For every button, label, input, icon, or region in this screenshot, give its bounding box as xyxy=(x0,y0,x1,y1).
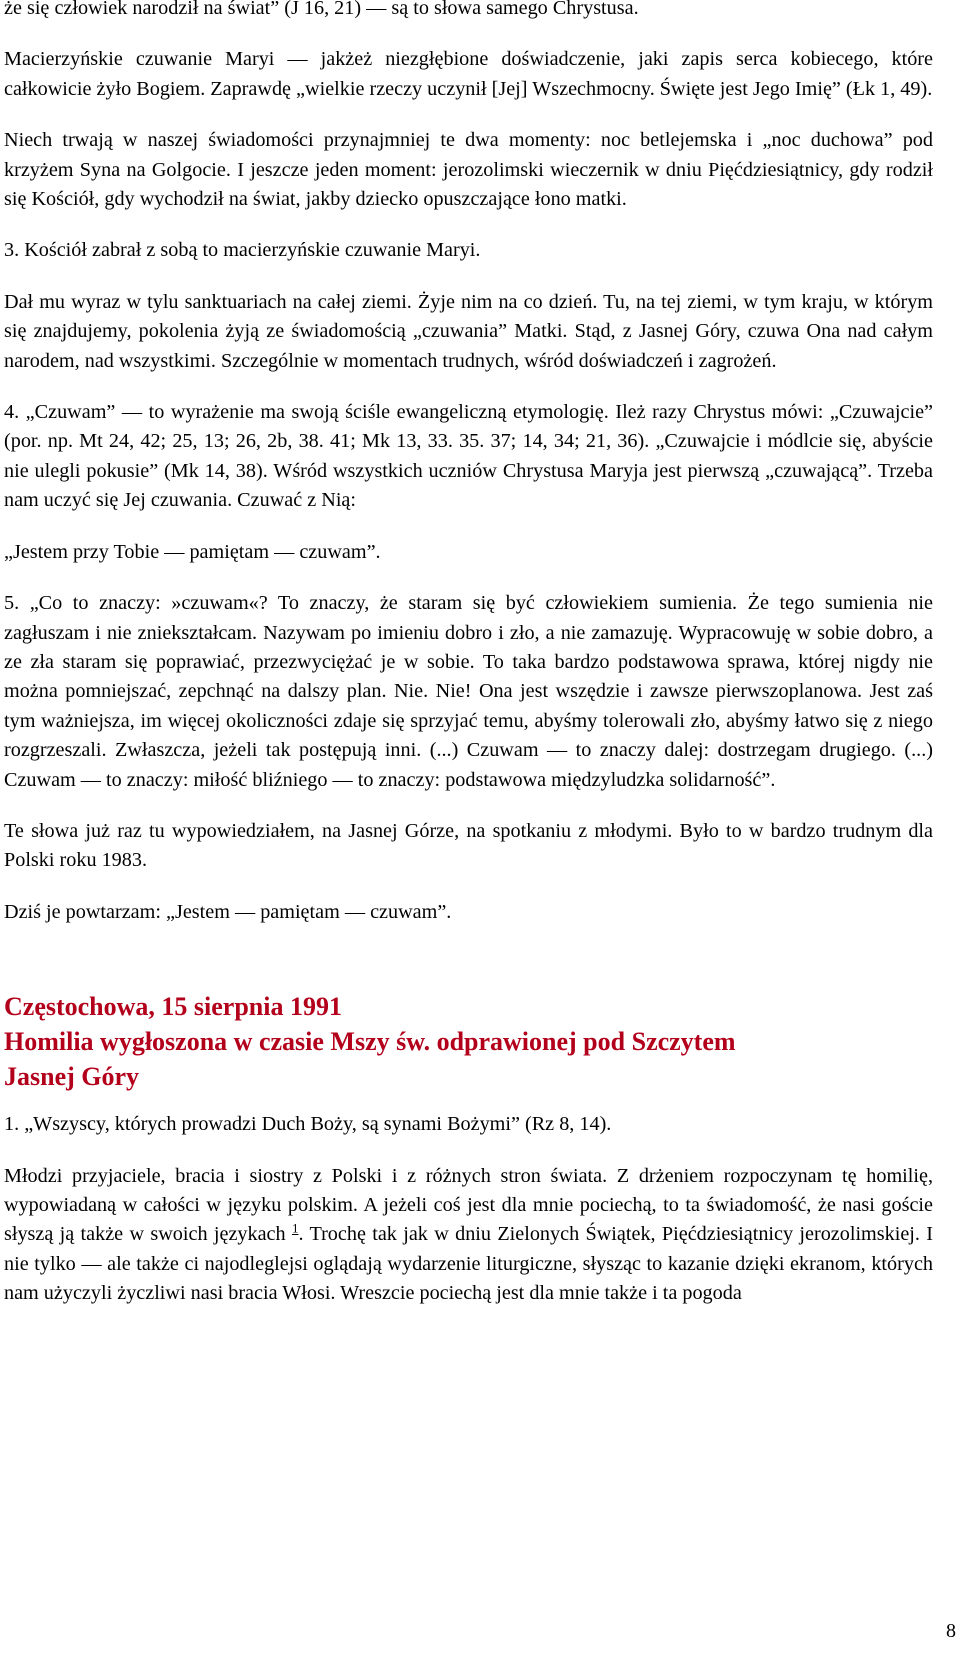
document-page xyxy=(4,0,933,1309)
paragraph-section-3: 3. Kościół zabrał z sobą to macierzyńskie czuwanie Maryi. xyxy=(4,239,481,262)
heading-homily-title-cont: Jasnej Góry xyxy=(4,1062,140,1092)
paragraph-text-part2: . Trochę tak jak w dniu Zielonych Świątek, Pięćdziesiątnicy jerozolimskiej. I nie tylko — ale także ci najodleglejsi oglądają wydarzenie liturgiczne, słysząc to kazanie dzięki ekranom, których nam użyczyli życzliwi nasi bracia Włosi. Wreszcie pociechą jest dla mnie także i ta pogoda xyxy=(4,1223,933,1305)
paragraph-section-5: 5. „Co to znaczy: »czuwam«? To znaczy, że staram się być człowiekiem sumienia. Że tego sumienia nie zagłuszam i nie zniekształcam. Nazywam po imieniu dobro i zło, a nie zamazuję. Wypracowuję w sobie dobro, a ze zła staram się poprawiać, przezwyciężać je w sobie. To taka bardzo podstawowa sprawa, której nigdy nie można pomniejszać, zepchnąć na dalszy plan. Nie. Nie! Ona jest wszędzie i zawsze pierwszoplanowa. Jest zaś tym ważniejsza, im więcej okoliczności zdaje się sprzyjać temu, abyśmy tolerowali zło, abyśmy łatwo się z niego rozgrzeszali. Zwłaszcza, jeżeli tak postępują inni. (...) Czuwam — to znaczy dalej: dostrzegam drugiego. (...) Czuwam — to znaczy: miłość bliźniego — to znaczy: podstawowa międzyludzka solidarność”. xyxy=(4,592,933,791)
paragraph-text-part1: Młodzi przyjaciele, bracia i siostry z Polski i z różnych stron świata. Z drżeniem rozpoczynam tę homilię, wypowiadaną w całości w języku polskim. A jeżeli coś jest dla mnie pociechą, to ta świadomość, że nasi goście słyszą ją także w swoich językach xyxy=(4,1164,933,1246)
heading-homily-title: Homilia wygłoszona w czasie Mszy św. odprawionej pod Szczytem xyxy=(4,1027,736,1057)
paragraph-homily-section-1: 1. „Wszyscy, których prowadzi Duch Boży, są synami Bożymi” (Rz 8, 14). xyxy=(4,1113,612,1136)
paragraph-young-friends xyxy=(4,1162,933,1309)
section-heading xyxy=(4,989,933,1094)
page-number: 8 xyxy=(946,1620,956,1642)
paragraph-maternal-vigil: Macierzyńskie czuwanie Maryi — jakżeż niezgłębione doświadczenie, jaki zapis serca kobiecego, które całkowicie żyło Bogiem. Zaprawdę „wielkie rzeczy uczynił [Jej] Wszechmocny. Święte jest Jego Imię” (Łk 1, 49). xyxy=(4,48,933,100)
paragraph-moments: Niech trwają w naszej świadomości przynajmniej te dwa momenty: noc betlejemska i „noc duchowa” pod krzyżem Syna na Golgocie. I jeszcze jeden moment: jerozolimski wieczernik w dniu Pięćdziesiątnicy, gdy rodził się Kościół, gdy wychodził na świat, jakby dziecko opuszczające łono matki. xyxy=(4,129,933,211)
paragraph-words-repeated: Te słowa już raz tu wypowiedziałem, na Jasnej Górze, na spotkaniu z młodymi. Było to w bardzo trudnym dla Polski roku 1983. xyxy=(4,819,933,872)
paragraph-quote-jestem: „Jestem przy Tobie — pamiętam — czuwam”. xyxy=(4,540,381,563)
paragraph-today: Dziś je powtarzam: „Jestem — pamiętam — czuwam”. xyxy=(4,900,452,923)
paragraph-continuation: że się człowiek narodził na świat” (J 16, 21) — są to słowa samego Chrystusa. xyxy=(4,0,639,19)
paragraph-sanctuaries: Dał mu wyraz w tylu sanktuariach na całej ziemi. Żyje nim na co dzień. Tu, na tej ziemi, w tym kraju, w którym się znajdujemy, pokolenia żyją ze świadomością „czuwania” Matki. Stąd, z Jasnej Góry, czuwa Ona nad całym narodem, nad wszystkimi. Szczególnie w momentach trudnych, wśród doświadczeń i zagrożeń. xyxy=(4,290,933,372)
heading-place-date: Częstochowa, 15 sierpnia 1991 xyxy=(4,992,342,1022)
footnote-link[interactable]: 1 xyxy=(291,1220,299,1236)
paragraph-section-4: 4. „Czuwam” — to wyrażenie ma swoją ściśle ewangeliczną etymologię. Ileż razy Chrystus mówi: „Czuwajcie” (por. np. Mt 24, 42; 25, 13; 26, 2b, 38. 41; Mk 13, 33. 35. 37; 14, 34; 21, 36). „Czuwajcie i módlcie się, abyście nie ulegli pokusie” (Mk 14, 38). Wśród wszystkich uczniów Chrystusa Maryja jest pierwszą „czuwającą”. Trzeba nam uczyć się Jej czuwania. Czuwać z Nią: xyxy=(4,401,933,512)
